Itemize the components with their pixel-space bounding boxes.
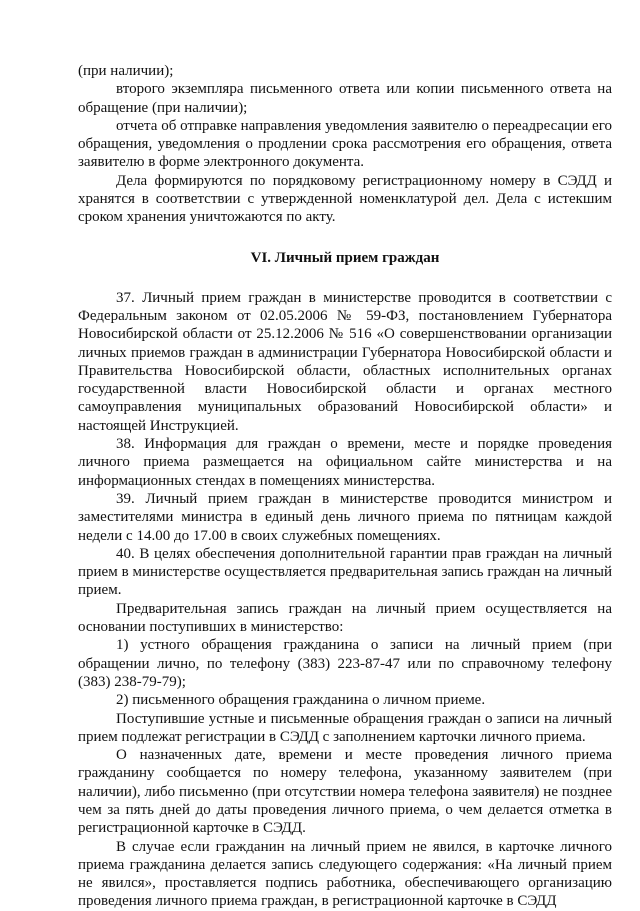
paragraph: Поступившие устные и письменные обращения граждан о записи на личный прием подлежат регистрации в СЭДД с заполнением карточки личного приема. <box>78 710 612 745</box>
paragraph: О назначенных дате, времени и месте проведения личного приема гражданину сообщается по номеру телефона, указанному заявителем (при наличии), либо письменно (при отсутствии номера телефона заявителя) не позднее чем за пять дней до даты проведения личного приема, о чем делается отметка в регистрационной карточке в СЭДД. <box>78 747 612 837</box>
section-heading: VI. Личный прием граждан <box>250 249 440 266</box>
list-item-2: 2) письменного обращения гражданина о личном приеме. <box>116 692 486 709</box>
paragraph: Предварительная запись граждан на личный прием осуществляется на основании поступивших в министерство: <box>78 600 612 636</box>
paragraph: отчета об отправке направления уведомления заявителю о переадресации его обращения, уведомления о продлении срока рассмотрения его обращения, ответа заявителю в форме электронного документа. <box>78 117 612 171</box>
paragraph: второго экземпляра письменного ответа или копии письменного ответа на обращение (при наличии); <box>78 81 612 116</box>
paragraph-continuation: (при наличии); <box>78 63 174 79</box>
paragraph-40: 40. В целях обеспечения дополнительной гарантии прав граждан на личный прием в министерстве осуществляется предварительная запись граждан на личный прием. <box>78 545 612 599</box>
paragraph: В случае если гражданин на личный прием не явился, в карточке личного приема гражданина делается запись следующего содержания: «На личный прием не явился», проставляется подпись работника, обеспечивающего организацию проведения личного приема граждан, в регистрационной карточке в СЭДД <box>78 838 612 910</box>
paragraph-38: 38. Информация для граждан о времени, месте и порядке проведения личного приема размещается на официальном сайте министерства и на информационных стендах в помещениях министерства. <box>78 436 612 489</box>
list-item-1: 1) устного обращения гражданина о записи на личный прием (при обращении лично, по телефону (383) 223-87-47 или по справочному телефону (383) 238-79-79); <box>78 637 612 690</box>
paragraph-37: 37. Личный прием граждан в министерстве проводится в соответствии с Федеральным законом от 02.05.2006 № 59-ФЗ, постановлением Губернатора Новосибирской области от 25.12.2006 № 516 «О совершенствовании организации личных приемов граждан в администрации Губернатора Новосибирской области и Правительства Новосибирской области, областных исполнительных органах государственной власти Новосибирской области и органах местного самоуправления муниципальных образований Новосибирской области» и настоящей Инструкцией. <box>78 289 612 434</box>
paragraph: Дела формируются по порядковому регистрационному номеру в СЭДД и хранятся в соответствии с утвержденной номенклатурой дел. Дела с истекшим сроком хранения уничтожаются по акту. <box>78 172 612 226</box>
paragraph-39: 39. Личный прием граждан в министерстве проводится министром и заместителями министра в единый день личного приема по пятницам каждой недели с 14.00 до 17.00 в своих служебных помещениях. <box>78 490 612 544</box>
